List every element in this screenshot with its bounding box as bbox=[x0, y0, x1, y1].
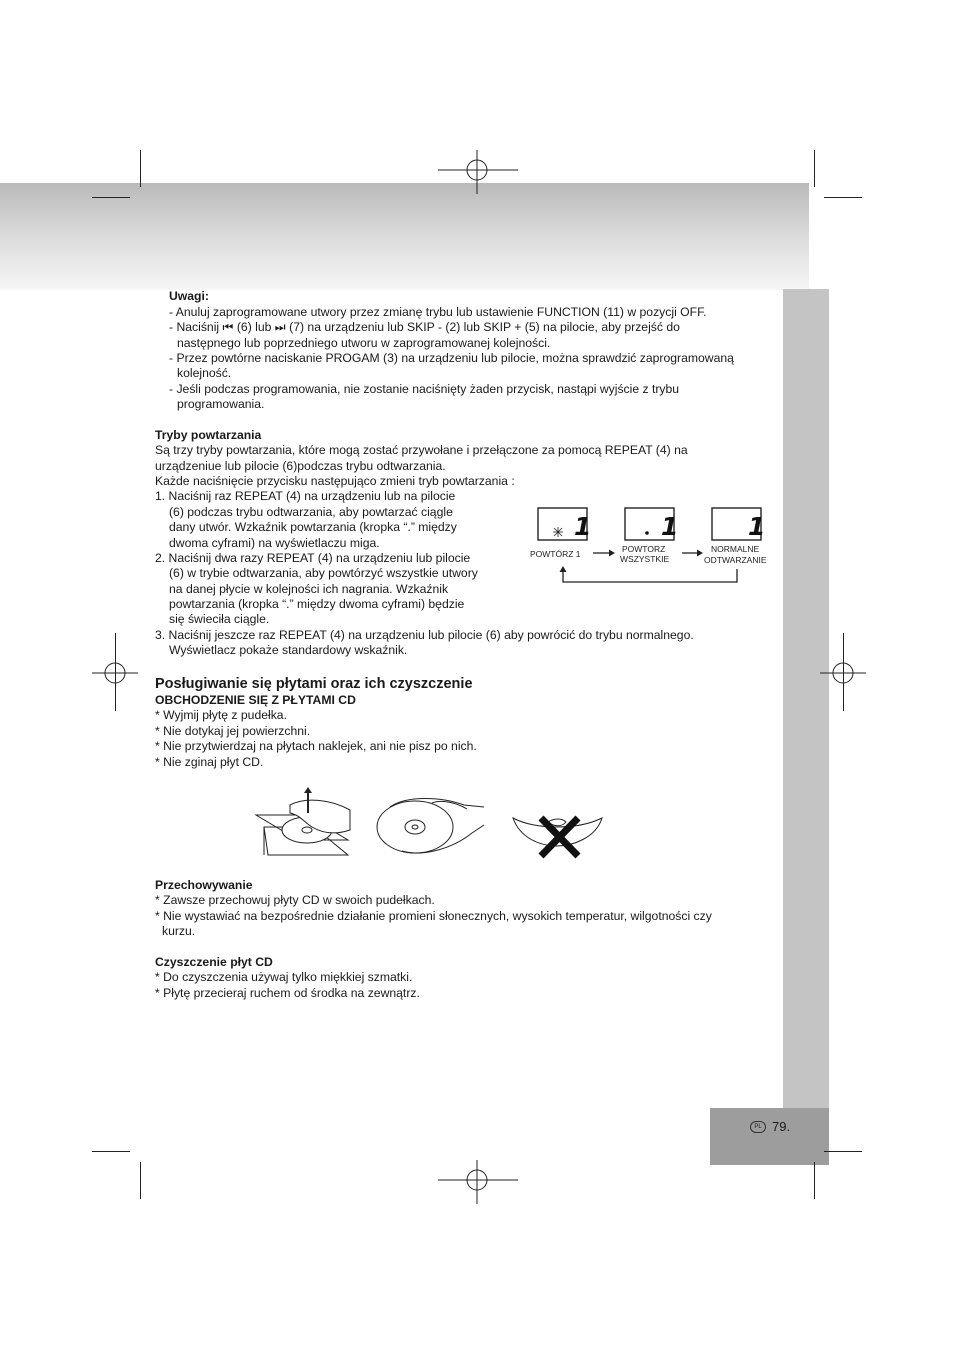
repeat-step: na danej płycie w kolejności ich nagrania. Wzkaźnik bbox=[169, 582, 449, 596]
cleaning-line: * Płytę przecieraj ruchem od środka na zewnątrz. bbox=[155, 986, 420, 1000]
label-normal-2: ODTWARZANIE bbox=[704, 555, 767, 565]
language-badge: PL bbox=[750, 1121, 766, 1133]
repeat-intro: Każde naciśnięcie przycisku następująco zmieni tryb powtarzania : bbox=[155, 474, 515, 488]
notes-line: - Anuluj zaprogramowane utwory przez zmianę trybu lub ustawienie FUNCTION (11) w pozycji OFF. bbox=[169, 305, 707, 319]
registration-mark-right bbox=[820, 654, 866, 692]
registration-mark-left bbox=[92, 654, 138, 692]
storage-line: * Nie wystawiać na bezpośrednie działanie promieni słonecznych, wysokich temperatur, wilgotności czy bbox=[155, 909, 712, 923]
arrow-right-icon bbox=[609, 550, 615, 557]
storage-line: kurzu. bbox=[162, 924, 196, 938]
notes-line: następnego lub poprzedniego utworu w zaprogramowanej kolejności. bbox=[177, 336, 551, 350]
notes-line: kolejność. bbox=[177, 366, 232, 380]
cd-do-not-bend-illustration bbox=[510, 800, 605, 860]
handling-line: * Nie zginaj płyt CD. bbox=[155, 755, 264, 769]
notes-line: programowania. bbox=[177, 397, 265, 411]
page-number: 79. bbox=[772, 1119, 791, 1134]
repeat-step: Wyświetlacz pokaże standardowy wskaźnik. bbox=[169, 643, 408, 657]
repeat-step: (6) w trybie odtwarzania, aby powtórzyć wszystkie utwory bbox=[169, 566, 478, 580]
label-repeat-one: POWTÓRZ 1 bbox=[530, 549, 581, 559]
repeat-intro: Są trzy tryby powtarzania, które mogą zostać przywołane i przełączone za pomocą REPEAT (4) na bbox=[155, 443, 688, 457]
repeat-step: dwoma cyframi) na wyświetlaczu miga. bbox=[169, 536, 380, 550]
side-tab bbox=[783, 289, 829, 1165]
cleaning-line: * Do czyszczenia używaj tylko miękkiej szmatki. bbox=[155, 970, 413, 984]
repeat-step: dany utwór. Wzkaźnik powtarzania (kropka “.” między bbox=[169, 520, 457, 534]
repeat-step: (6) podczas trybu odtwarzania, aby powtarzać ciągle bbox=[169, 505, 453, 519]
display-digit: 1 bbox=[748, 512, 766, 541]
asterisk-icon bbox=[553, 527, 563, 537]
arrow-up-icon bbox=[304, 787, 312, 793]
registration-mark-bottom bbox=[438, 1160, 518, 1204]
repeat-step: 1. Naciśnij raz REPEAT (4) na urządzeniu lub na pilocie bbox=[155, 489, 456, 503]
handling-line: * Nie przytwierdzaj na płytach naklejek, ani nie pisz po nich. bbox=[155, 739, 477, 753]
notes-line: - Naciśnij ⏮ (6) lub ⏭ (7) na urządzeniu lub SKIP - (2) lub SKIP + (5) na pilocie, aby przejść do bbox=[169, 320, 680, 334]
handling-line: * Nie dotykaj jej powierzchni. bbox=[155, 724, 311, 738]
storage-title: Przechowywanie bbox=[155, 878, 253, 892]
notes-title: Uwagi: bbox=[169, 289, 209, 303]
storage-line: * Zawsze przechowuj płyty CD w swoich pudełkach. bbox=[155, 893, 435, 907]
arrow-right-icon bbox=[697, 550, 703, 557]
repeat-step: się świeciła ciągle. bbox=[169, 612, 270, 626]
handling-line: * Wyjmij płytę z pudełka. bbox=[155, 708, 287, 722]
repeat-step: 3. Naciśnij jeszcze raz REPEAT (4) na urządzeniu lub pilocie (6) aby powrócić do trybu normalnego. bbox=[155, 628, 694, 642]
repeat-title: Tryby powtarzania bbox=[155, 428, 262, 442]
notes-line: - Przez powtórne naciskanie PROGAM (3) na urządzeniu lub pilocie, można sprawdzić zaprogramowaną bbox=[169, 351, 734, 365]
handling-heading: Posługiwanie się płytami oraz ich czyszczenie bbox=[155, 676, 473, 692]
label-repeat-all-1: POWTORZ bbox=[622, 544, 666, 554]
registration-mark-top bbox=[438, 150, 518, 194]
label-repeat-all-2: WSZYSTKIE bbox=[620, 554, 670, 564]
repeat-dot bbox=[645, 531, 649, 535]
display-digit: 1 bbox=[661, 512, 679, 541]
repeat-step: 2. Naciśnij dwa razy REPEAT (4) na urządzeniu lub pilocie bbox=[155, 551, 471, 565]
cleaning-title: Czyszczenie płyt CD bbox=[155, 955, 273, 969]
arrow-up-icon bbox=[560, 566, 567, 572]
handling-subheading: OBCHODZENIE SIĘ Z PŁYTAMI CD bbox=[155, 693, 356, 707]
repeat-step: powtarzania (kropka “.” między dwoma cyframi) będzie bbox=[169, 597, 465, 611]
header-gradient-band bbox=[0, 183, 809, 290]
cd-hold-edges-illustration bbox=[372, 795, 487, 860]
label-normal-1: NORMALNE bbox=[711, 544, 760, 554]
page-number-box bbox=[710, 1108, 829, 1165]
notes-line: - Jeśli podczas programowania, nie zostanie naciśnięty żaden przycisk, nastąpi wyjście z trybu bbox=[169, 382, 680, 396]
display-digit: 1 bbox=[574, 512, 592, 541]
cd-remove-from-case-illustration bbox=[250, 785, 358, 860]
repeat-intro: urządzeniue lub pilocie (6)podczas trybu odtwarzania. bbox=[155, 459, 446, 473]
